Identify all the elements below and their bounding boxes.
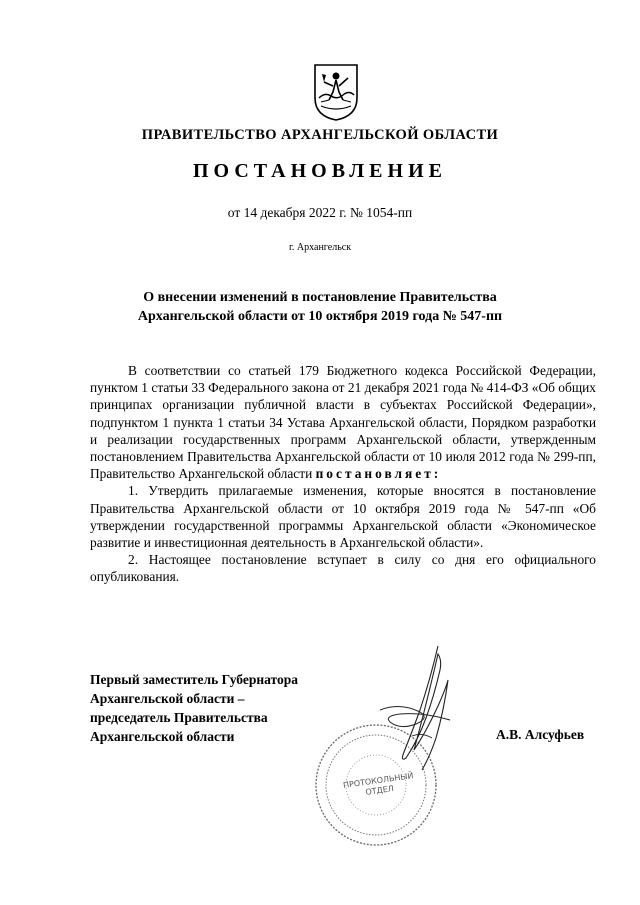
- document-city: г. Архангельск: [288, 242, 352, 253]
- handwritten-signature: [360, 640, 480, 780]
- document-body: [90, 362, 596, 586]
- decree-colon: :: [433, 466, 439, 482]
- item-1-paragraph: 1. Утвердить прилагаемые изменения, которые вносятся в постановление Правительства Архангельской области от 10 октября 2019 года № 547-пп «Об утверждении государственной программы Архангельской области «Экономическое развитие и инвестиционная деятельность в Архангельской области».: [90, 483, 596, 551]
- decree-word: постановляет: [315, 466, 434, 482]
- document-type-title: ПОСТАНОВЛЕНИЕ: [193, 160, 447, 182]
- stamp-text: ПРОТОКОЛЬНЫЙ ОТДЕЛ: [342, 771, 414, 797]
- preamble-paragraph: [90, 362, 596, 482]
- item-2-paragraph: 2. Настоящее постановление вступает в силу со дня его официального опубликования.: [90, 552, 596, 585]
- signatory-position: Первый заместитель Губернатора Архангельской области – председатель Правительства Архангельской области: [90, 672, 298, 744]
- organization-title: ПРАВИТЕЛЬСТВО АРХАНГЕЛЬСКОЙ ОБЛАСТИ: [141, 127, 499, 143]
- preamble-text: В соответствии со статьей 179 Бюджетного кодекса Российской Федерации, пунктом 1 статьи 33 Федерального закона от 21 декабря 2021 года № 414-ФЗ «Об общих принципах организации публичной власти в субъектах Российской Федерации», подпунктом 1 пункта 1 статьи 34 Устава Архангельской области, Порядком разработки и реализации государственных программ Архангельской области, утвержденным постановлением Правительства Архангельской области от 10 июля 2012 года № 299-пп, Правительство Архангельской области: [90, 363, 596, 482]
- document-subject: [0, 288, 640, 326]
- signatory-name: А.В. Алсуфьев: [496, 727, 585, 742]
- coat-of-arms-emblem: [311, 62, 361, 122]
- document-subject-text: О внесении изменений в постановление Правительства Архангельской области от 10 октября 2019 года № 547-пп: [137, 290, 503, 324]
- document-date-number: от 14 декабря 2022 г. № 1054-пп: [227, 205, 413, 220]
